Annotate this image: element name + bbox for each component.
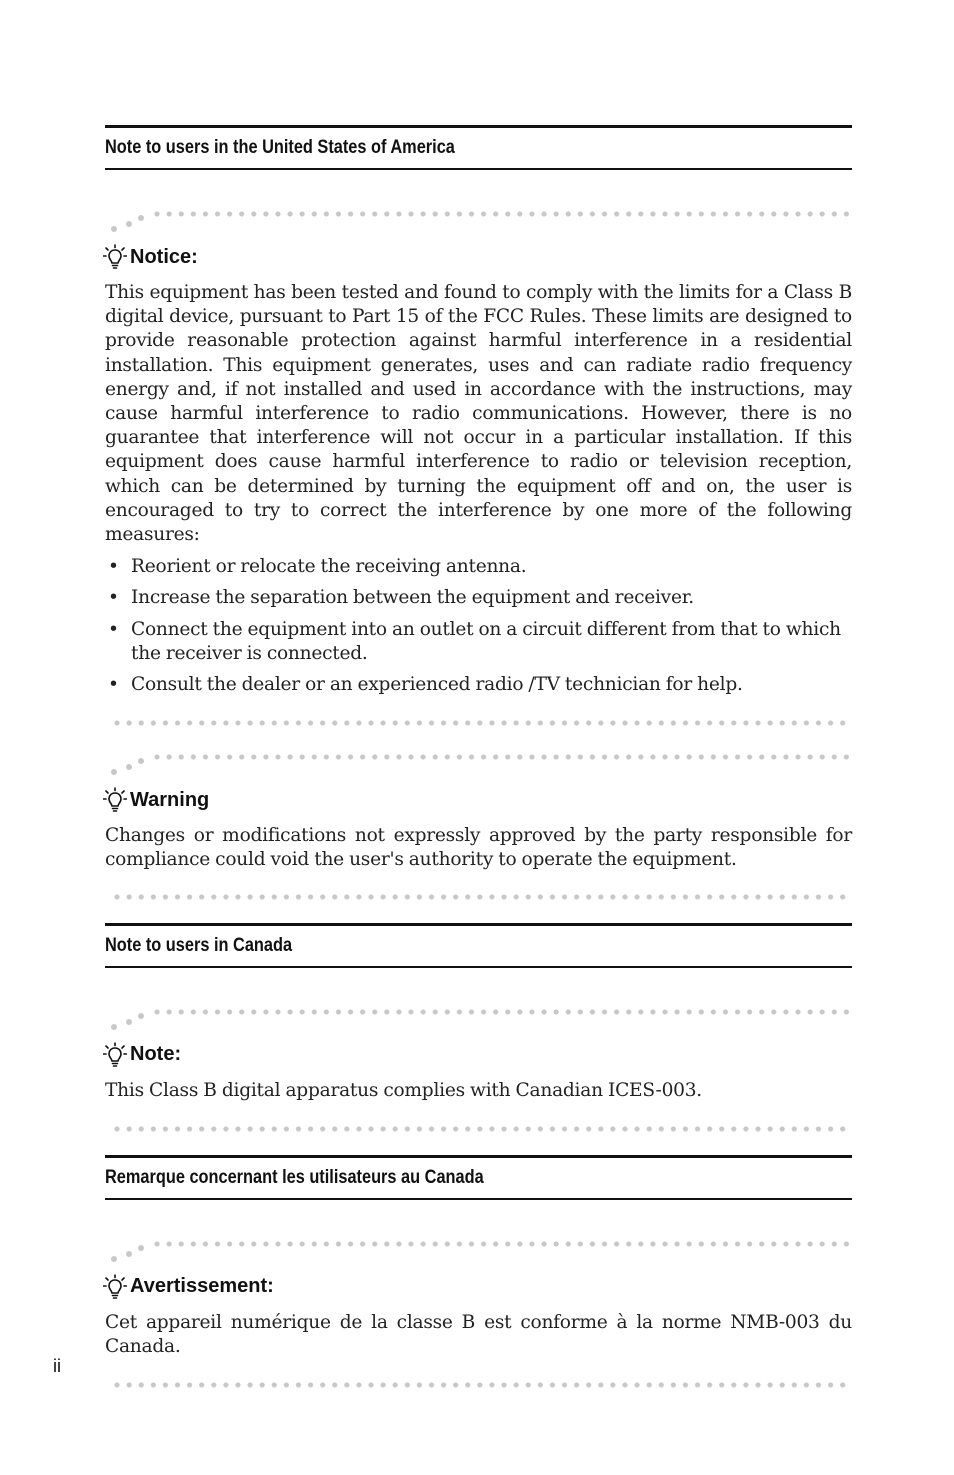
warning-title: Warning: [105, 785, 852, 815]
lightbulb-icon: [103, 1274, 127, 1300]
list-item: • Consult the dealer or an experienced radio /TV technician for help.: [108, 674, 743, 696]
notice-callout: [105, 184, 852, 727]
dotted-divider-top: [105, 982, 852, 1026]
list-item: • Connect the equipment into an outlet on a circuit different from that to which the receiver is connected.: [108, 618, 841, 664]
avertissement-body: Cet appareil numérique de la classe B est conforme à la norme NMB-003 du Canada.: [105, 1311, 852, 1358]
page-content: [105, 125, 852, 1389]
section-heading-canada: Note to users in Canada: [105, 923, 852, 968]
dotted-divider-bottom: [111, 893, 852, 901]
section-heading-canada-fr: Remarque concernant les utilisateurs au Canada: [105, 1155, 852, 1200]
lightbulb-icon: [103, 244, 127, 270]
dotted-divider-bottom: [111, 719, 852, 727]
dotted-divider-bottom: [111, 1381, 852, 1389]
dotted-divider-bottom: [111, 1125, 852, 1133]
notice-title: Notice:: [105, 242, 852, 272]
note-body: This Class B digital apparatus complies with Canadian ICES-003.: [105, 1079, 702, 1101]
section-heading-usa: Note to users in the United States of America: [105, 125, 852, 170]
avertissement-title: Avertissement:: [105, 1272, 852, 1302]
warning-callout: [105, 727, 852, 900]
dotted-divider-top: [105, 727, 852, 771]
lightbulb-icon: [103, 1042, 127, 1068]
list-item: • Increase the separation between the equipment and receiver.: [108, 587, 694, 609]
lightbulb-icon: [103, 787, 127, 813]
dotted-divider-top: [105, 184, 852, 228]
list-item: • Reorient or relocate the receiving antenna.: [108, 556, 527, 578]
notice-body: This equipment has been tested and found to comply with the limits for a Class B digital device, pursuant to Part 15 of the FCC Rules. These limits are designed to provide reasonable protection against harmful interference in a residential installation. This equipment generates, uses and can radiate radio frequency energy and, if not installed and used in accordance with the instructions, may cause harmful interference to radio communications. However, there is no guarantee that interference will not occur in a particular installation. If this equipment does cause harmful interference to radio or television reception, which can be determined by turning the equipment off and on, the user is encouraged to try to correct the interference by one more of the following measures:: [105, 282, 852, 546]
avertissement-callout: [105, 1214, 852, 1389]
page-number: ii: [53, 1356, 61, 1376]
dotted-divider-top: [105, 1214, 852, 1258]
measures-list: [105, 555, 852, 697]
note-title: Note:: [105, 1040, 852, 1070]
warning-body: Changes or modifications not expressly approved by the party responsible for compliance could void the user's authority to operate the equipment.: [105, 825, 852, 871]
note-callout: [105, 982, 852, 1133]
